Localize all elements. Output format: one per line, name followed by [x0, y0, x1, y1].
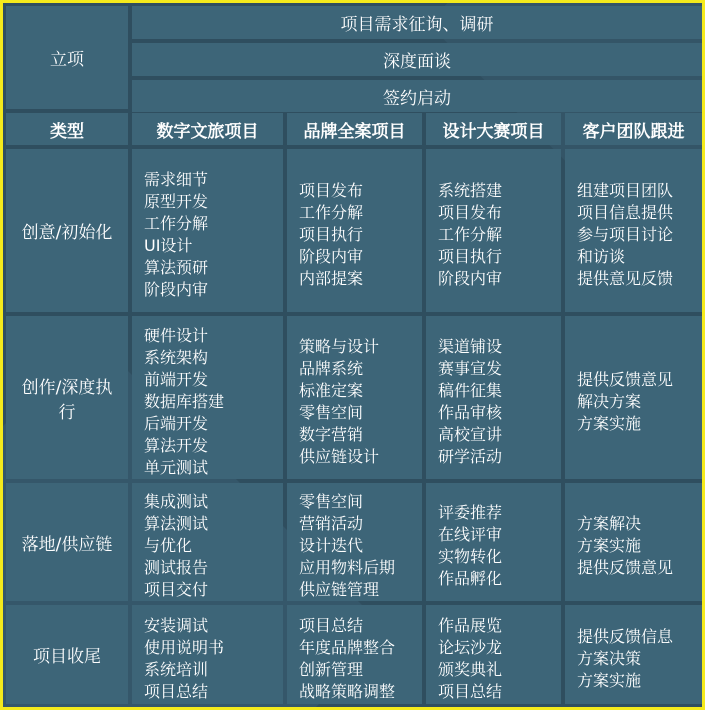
cell-closing-client: 提供反馈信息 方案决策 方案实施 — [565, 605, 702, 704]
cell-closing-brand: 项目总结 年度品牌整合 创新管理 战略策略调整 — [287, 605, 422, 704]
step-requirements-survey: 项目需求征询、调研 — [132, 6, 702, 39]
cell-ideation-digital-tourism: 需求细节 原型开发 工作分解 UI设计 算法预研 阶段内审 — [132, 149, 283, 312]
cell-delivery-digital-tourism: 集成测试 算法测试 与优化 测试报告 项目交付 — [132, 483, 283, 601]
cell-delivery-client: 方案解决 方案实施 提供反馈意见 — [565, 483, 702, 601]
step-contract-kickoff: 签约启动 — [132, 80, 702, 112]
cell-delivery-brand: 零售空间 营销活动 设计迭代 应用物料后期 供应链管理 — [287, 483, 422, 601]
header-client-team-followup: 客户团队跟进 — [565, 113, 702, 145]
cell-execution-digital-tourism: 硬件设计 系统架构 前端开发 数据库搭建 后端开发 算法开发 单元测试 — [132, 316, 283, 479]
cell-execution-competition: 渠道铺设 赛事宣发 稿件征集 作品审核 高校宣讲 研学活动 — [426, 316, 561, 479]
cell-ideation-brand: 项目发布 工作分解 项目执行 阶段内审 内部提案 — [287, 149, 422, 312]
header-design-competition: 设计大赛项目 — [426, 113, 561, 145]
header-brand-full-case: 品牌全案项目 — [287, 113, 422, 145]
project-start-label: 立项 — [6, 6, 128, 109]
row-type-ideation: 创意/初始化 — [6, 149, 128, 312]
cell-closing-digital-tourism: 安装调试 使用说明书 系统培训 项目总结 — [132, 605, 283, 704]
cell-execution-client: 提供反馈意见 解决方案 方案实施 — [565, 316, 702, 479]
cell-ideation-competition: 系统搭建 项目发布 工作分解 项目执行 阶段内审 — [426, 149, 561, 312]
process-table — [3, 3, 702, 707]
cell-delivery-competition: 评委推荐 在线评审 实物转化 作品孵化 — [426, 483, 561, 601]
row-type-delivery: 落地/供应链 — [6, 483, 128, 601]
step-in-depth-interview: 深度面谈 — [132, 43, 702, 76]
header-digital-tourism: 数字文旅项目 — [132, 113, 283, 145]
cell-ideation-client: 组建项目团队 项目信息提供 参与项目讨论 和访谈 提供意见反馈 — [565, 149, 702, 312]
row-type-closing: 项目收尾 — [6, 605, 128, 704]
header-type: 类型 — [6, 113, 128, 145]
row-type-execution: 创作/深度执行 — [6, 316, 128, 479]
cell-execution-brand: 策略与设计 品牌系统 标准定案 零售空间 数字营销 供应链设计 — [287, 316, 422, 479]
cell-closing-competition: 作品展览 论坛沙龙 颁奖典礼 项目总结 — [426, 605, 561, 704]
